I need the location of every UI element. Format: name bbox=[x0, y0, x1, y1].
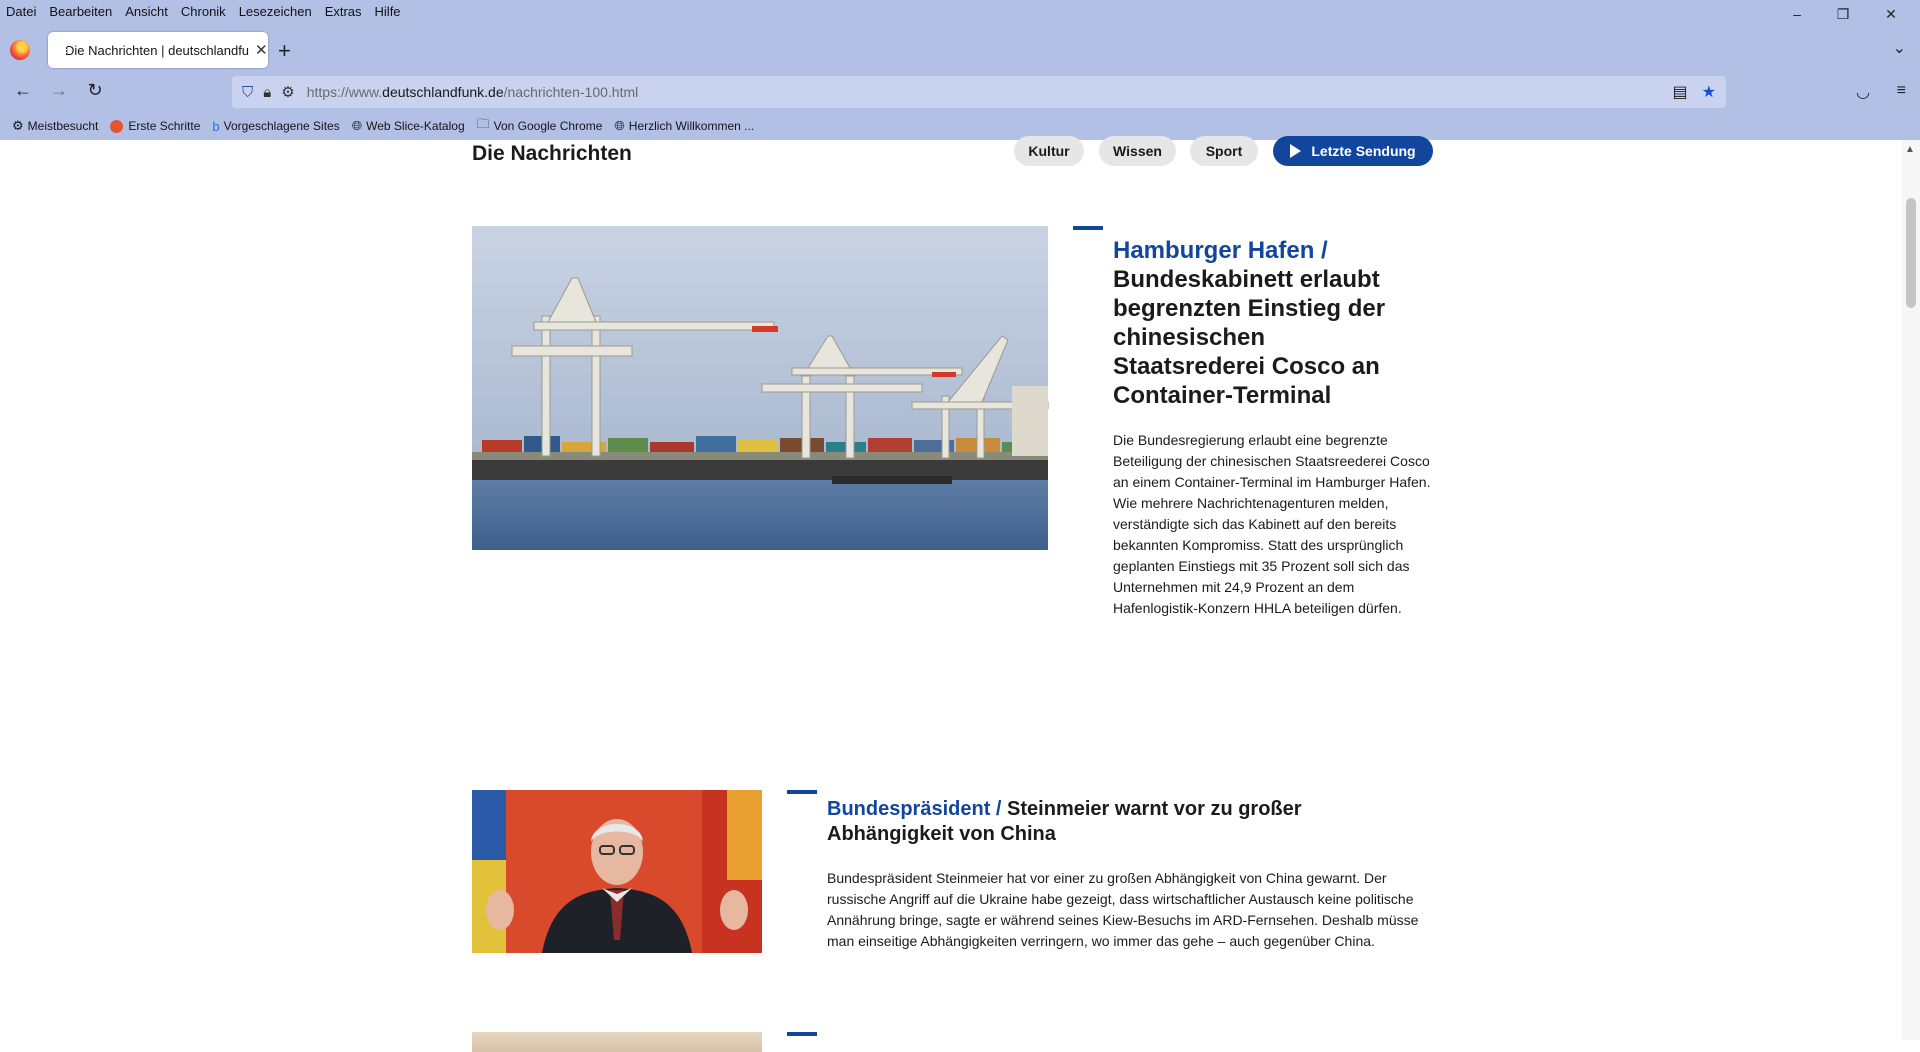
article-teaser-text: Bundespräsident Steinmeier hat vor einer zu großen Abhängigkeit von China gewarnt. Der russische Angriff auf die Ukraine habe gezeigt, dass wirtschaftlicher Austausch keine politische Annährung bringe, sagte er während seines Kiew-Besuchs im ARD-Fernsehen. Deshalb müsse man einseitige Abhängigkeiten verringern, wo immer das gehe – auch gegenüber China. bbox=[827, 870, 1419, 949]
article-image-partial[interactable] bbox=[472, 1032, 762, 1052]
menu-hilfe[interactable]: Hilfe bbox=[374, 3, 401, 19]
article-kicker[interactable]: Hamburger Hafen / bbox=[1113, 237, 1328, 264]
menu-lesezeichen[interactable]: Lesezeichen bbox=[238, 3, 312, 19]
forward-icon[interactable]: → bbox=[50, 80, 68, 100]
bing-icon: b bbox=[212, 118, 220, 134]
menu-datei[interactable]: Datei bbox=[6, 3, 37, 19]
article-image-steinmeier[interactable] bbox=[472, 790, 762, 953]
browser-chrome bbox=[0, 0, 1920, 140]
article-kicker[interactable]: Bundespräsident / bbox=[827, 798, 1002, 820]
url-text[interactable]: https://www.deutschlandfunk.de/nachrichten-100.html bbox=[306, 84, 639, 100]
menu-chronik[interactable]: Chronik bbox=[180, 3, 226, 19]
restore-button[interactable]: ❐ bbox=[1836, 5, 1850, 22]
reader-view-icon[interactable]: ▤ bbox=[1672, 84, 1688, 101]
bookmarks-toolbar bbox=[0, 114, 1920, 138]
article-headline[interactable] bbox=[827, 797, 1347, 847]
url-bar[interactable] bbox=[232, 76, 1726, 108]
tracking-protection-icon[interactable]: ⛉ bbox=[242, 83, 254, 101]
article-image-harbor-cranes[interactable] bbox=[472, 226, 1048, 550]
teaser-accent-bar bbox=[1073, 226, 1103, 230]
menu-extras[interactable]: Extras bbox=[324, 3, 362, 19]
bookmark-meistbesucht[interactable]: ⚙ Meistbesucht bbox=[12, 118, 99, 133]
menu-hamburger-icon[interactable]: ≡ bbox=[1896, 82, 1906, 99]
scrollbar-thumb[interactable] bbox=[1906, 198, 1916, 308]
list-all-tabs-icon[interactable]: ⌄ bbox=[1892, 40, 1906, 57]
lock-icon[interactable]: 🔒︎ bbox=[263, 83, 272, 101]
tab-active[interactable] bbox=[48, 32, 268, 68]
globe-icon: 🌐︎ bbox=[351, 118, 363, 133]
article-headline[interactable] bbox=[1113, 236, 1413, 410]
bookmark-star-icon[interactable]: ★ bbox=[1701, 84, 1716, 101]
reload-icon[interactable]: ↻ bbox=[87, 80, 103, 100]
nav-pill-sport[interactable]: Sport bbox=[1190, 136, 1258, 166]
article-headline-text[interactable]: Steinmeier warnt vor zu großer Abhängigkeit von China bbox=[827, 798, 1302, 845]
tab-strip bbox=[0, 28, 1920, 70]
bookmark-herzlich-willkommen[interactable]: 🌐︎ Herzlich Willkommen ... bbox=[614, 118, 755, 133]
folder-icon: 🗀 bbox=[476, 116, 490, 131]
page-scrollbar[interactable] bbox=[1902, 140, 1920, 1040]
tab-title: Die Nachrichten | deutschlandfu bbox=[65, 42, 250, 58]
teaser-accent-bar bbox=[787, 1032, 817, 1036]
menubar bbox=[0, 0, 1920, 22]
bookmark-folder-google-chrome[interactable]: 🗀 Von Google Chrome bbox=[477, 115, 603, 137]
firefox-logo-icon[interactable] bbox=[10, 40, 30, 60]
back-icon[interactable]: ← bbox=[14, 80, 32, 100]
article-headline-text[interactable]: Bundeskabinett erlaubt begrenzten Einstieg der chinesischen Staatsrederei Cosco an Container-Terminal bbox=[1113, 266, 1386, 409]
minimize-button[interactable]: – bbox=[1793, 6, 1801, 22]
page-content bbox=[0, 140, 1920, 1040]
teaser-accent-bar bbox=[787, 790, 817, 794]
play-icon bbox=[1290, 144, 1301, 158]
globe-icon: 🌐︎ bbox=[614, 118, 625, 133]
tab-close-icon[interactable]: ✕ bbox=[255, 42, 268, 59]
firefox-icon bbox=[110, 120, 123, 133]
new-tab-button[interactable]: + bbox=[278, 38, 291, 63]
nav-pill-kultur[interactable]: Kultur bbox=[1014, 136, 1084, 166]
menu-ansicht[interactable]: Ansicht bbox=[125, 3, 168, 19]
article-teaser-text: Die Bundesregierung erlaubt eine begrenzte Beteiligung der chinesischen Staatsreederei Cosco an einem Container-Terminal im Hamburger Hafen. Wie mehrere Nachrichtenagenturen melden, verständigte sich das Kabinett auf den bereits bekannten Kompromiss. Statt des ursprünglich geplanten Einstiegs mit 35 Prozent soll sich das Unternehmen mit 24,9 Prozent an dem Hafenlogistik-Konzern HHLA beteiligen dürfen. bbox=[1113, 432, 1431, 616]
bookmark-erste-schritte[interactable]: Erste Schritte bbox=[110, 119, 200, 133]
gear-icon: ⚙ bbox=[12, 118, 24, 133]
permissions-icon[interactable]: ⚙ bbox=[281, 84, 295, 101]
menu-bearbeiten[interactable]: Bearbeiten bbox=[49, 3, 113, 19]
scroll-up-icon[interactable]: ▲ bbox=[1905, 144, 1915, 155]
bookmark-vorgeschlagene-sites[interactable]: b Vorgeschlagene Sites bbox=[212, 118, 340, 134]
bookmark-web-slice-katalog[interactable]: 🌐︎ Web Slice-Katalog bbox=[351, 118, 465, 133]
section-title: Die Nachrichten bbox=[472, 142, 632, 165]
pocket-icon[interactable]: ◡ bbox=[1856, 84, 1870, 101]
navigation-toolbar bbox=[0, 74, 1920, 110]
letzte-sendung-button[interactable]: Letzte Sendung bbox=[1273, 136, 1433, 166]
nav-pill-wissen[interactable]: Wissen bbox=[1099, 136, 1176, 166]
close-window-button[interactable]: ✕ bbox=[1885, 5, 1897, 22]
